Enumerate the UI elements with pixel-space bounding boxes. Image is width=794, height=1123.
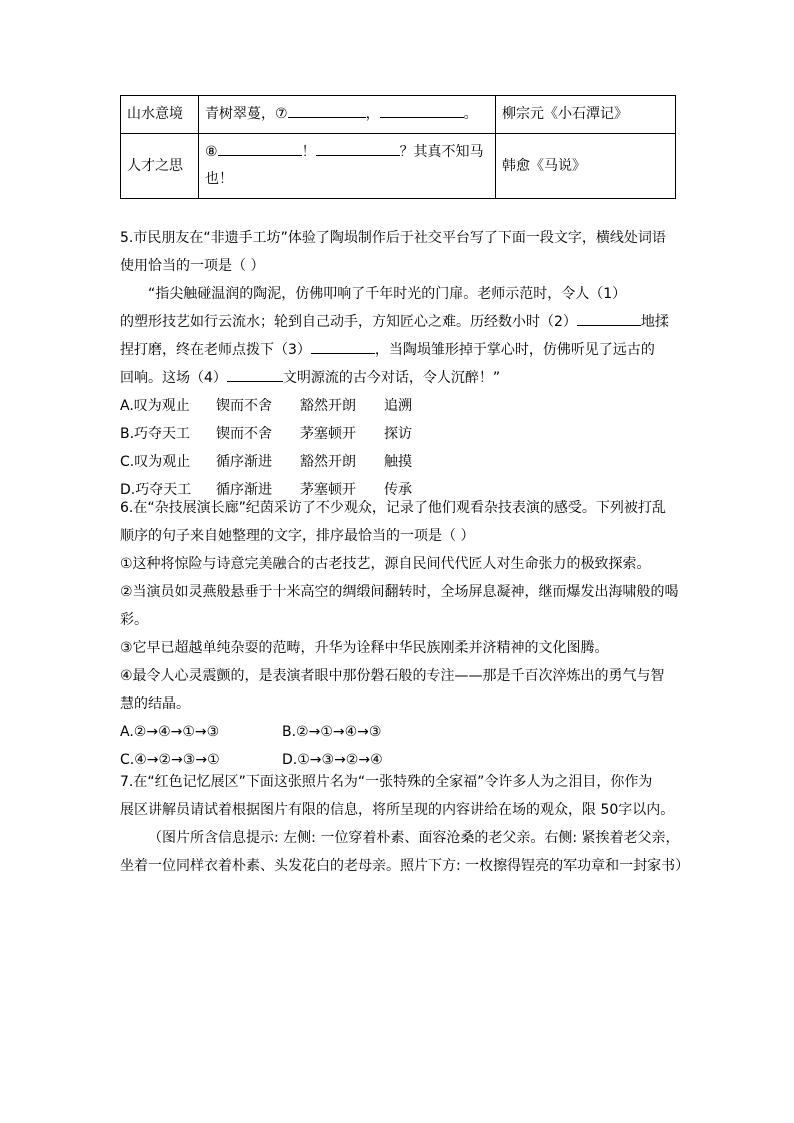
passage-line: “指尖触碰温润的陶泥，仿佛叩响了千年时光的门扉。老师示范时，令人（1） xyxy=(148,286,627,302)
sentence-1: ①这种将惊险与诗意完美融合的古老技艺，源自民间代代匠人对生命张力的极致探索。 xyxy=(120,556,651,572)
verse-continuation: 也！ xyxy=(205,171,233,187)
table-row xyxy=(121,96,676,134)
verse-suffix: 。 xyxy=(463,106,478,122)
passage-text: 回响。这场（4） xyxy=(120,370,227,386)
verse-suffix: ？其真不知马 xyxy=(399,144,484,160)
verse-prefix: ⑧ xyxy=(205,144,218,160)
option-c[interactable]: C.④→②→③→① xyxy=(120,752,220,768)
answer-blank[interactable] xyxy=(577,309,641,326)
option-label: B.巧夺天工 xyxy=(120,426,191,442)
question-5 xyxy=(120,224,680,504)
poetry-table xyxy=(120,95,676,199)
passage-text: 捏打磨，终在老师点拨下（3） xyxy=(120,342,311,358)
option-word: 探访 xyxy=(384,426,412,442)
table-row xyxy=(121,134,676,199)
hint-line: 坐着一位同样衣着朴素、头发花白的老母亲。照片下方: 一枚擦得锃亮的军功章和一封家书） xyxy=(120,858,690,874)
question-stem: 6.在“杂技展演长廊”纪茵采访了不少观众，记录了他们观看杂技表演的感受。下列被打乱 xyxy=(120,500,666,516)
hint-line: （图片所含信息提示: 左侧: 一位穿着朴素、面容沧桑的老父亲。右侧: 紧挨着老父亲， xyxy=(148,830,680,846)
option-word: 锲而不舍 xyxy=(216,426,272,442)
option-label: A.叹为观止 xyxy=(120,398,190,414)
option-b[interactable]: B.②→①→④→③ xyxy=(282,724,382,740)
sentence-2-cont: 彩。 xyxy=(120,612,148,628)
option-word: 传承 xyxy=(384,482,412,498)
option-row-a[interactable] xyxy=(120,392,680,420)
answer-blank[interactable] xyxy=(316,139,400,156)
option-word: 茅塞顿开 xyxy=(300,426,356,442)
verse-prefix: 青树翠蔓，⑦ xyxy=(205,106,288,122)
option-word: 追溯 xyxy=(384,398,412,414)
question-stem: 顺序的句子来自她整理的文字，排序最恰当的一项是（ ） xyxy=(120,528,475,544)
option-word: 茅塞顿开 xyxy=(300,482,356,498)
option-word: 循序渐进 xyxy=(216,454,272,470)
sentence-2: ②当演员如灵燕般悬垂于十米高空的绸缎间翻转时，全场屏息凝神，继而爆发出海啸般的喝 xyxy=(120,584,679,600)
question-stem: 使用恰当的一项是（ ） xyxy=(120,258,265,274)
option-a[interactable]: A.②→④→①→③ xyxy=(120,724,220,740)
question-6 xyxy=(120,494,680,774)
verse-cell xyxy=(199,134,496,199)
question-stem: 5.市民朋友在“非遗手工坊”体验了陶埙制作后于社交平台写了下面一段文字，横线处词语 xyxy=(120,230,666,246)
sentence-4: ④最令人心灵震颤的，是表演者眼中那份磐石般的专注——那是千百次淬炼出的勇气与智 xyxy=(120,668,665,684)
option-label: C.叹为观止 xyxy=(120,454,191,470)
passage-text: ，当陶埙雏形掉于掌心时，仿佛听见了远古的 xyxy=(374,342,655,358)
passage-text: 的塑形技艺如行云流水；轮到自己动手，方知匠心之难。历经数小时（2） xyxy=(120,314,577,330)
option-word: 循序渐进 xyxy=(216,482,272,498)
option-word: 触摸 xyxy=(384,454,412,470)
sentence-4-cont: 慧的结晶。 xyxy=(120,696,190,712)
question-stem: 展区讲解员请试着根据图片有限的信息，将所呈现的内容讲给在场的观众，限 50字以内。 xyxy=(120,802,675,818)
question-stem: 7.在“红色记忆展区”下面这张照片名为“一张特殊的全家福”令许多人为之泪目，你作为 xyxy=(120,774,653,790)
passage-text: 地揉 xyxy=(640,314,669,330)
option-word: 豁然开朗 xyxy=(300,398,356,414)
passage-line xyxy=(120,308,680,336)
option-d[interactable]: D.①→③→②→④ xyxy=(282,752,383,768)
option-row-b[interactable] xyxy=(120,420,680,448)
verse-mid: ， xyxy=(365,106,380,122)
option-row xyxy=(120,718,680,746)
answer-blank[interactable] xyxy=(227,365,283,382)
source-cell: 韩愈《马说》 xyxy=(496,134,676,199)
answer-blank[interactable] xyxy=(311,337,375,354)
answer-blank[interactable] xyxy=(380,101,464,118)
verse-cell xyxy=(199,96,496,134)
option-word: 锲而不舍 xyxy=(216,398,272,414)
passage-line xyxy=(120,336,680,364)
answer-blank[interactable] xyxy=(218,139,302,156)
option-row-c[interactable] xyxy=(120,448,680,476)
answer-blank[interactable] xyxy=(288,101,366,118)
theme-cell: 山水意境 xyxy=(121,96,199,134)
question-7 xyxy=(120,768,690,880)
option-word: 豁然开朗 xyxy=(300,454,356,470)
sentence-3: ③它早已超越单纯杂耍的范畴，升华为诠释中华民族刚柔并济精神的文化图腾。 xyxy=(120,640,609,656)
passage-text: 文明源流的古今对话，令人沉醉！” xyxy=(282,370,501,386)
verse-mid: ！ xyxy=(301,144,316,160)
passage-line xyxy=(120,364,680,392)
source-cell: 柳宗元《小石潭记》 xyxy=(496,96,676,134)
theme-cell: 人才之思 xyxy=(121,134,199,199)
option-label: D.巧夺天工 xyxy=(120,482,192,498)
